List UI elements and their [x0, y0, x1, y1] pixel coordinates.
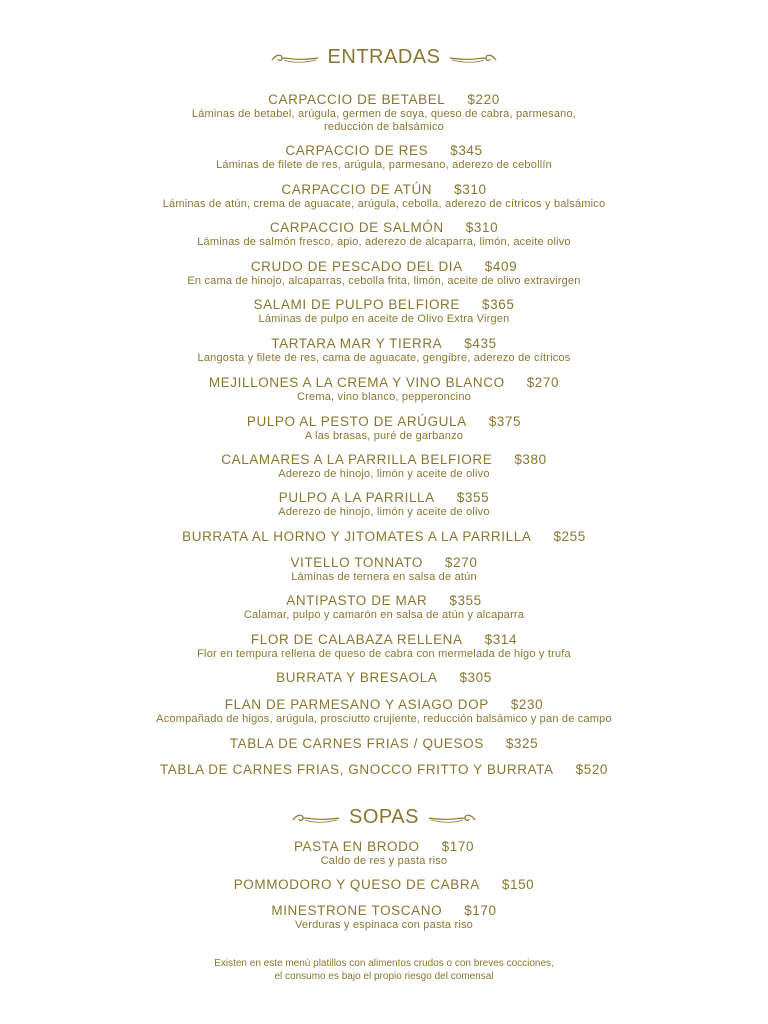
menu-item-description: A las brasas, puré de garbanzo — [304, 430, 464, 442]
menu-item-title-line — [0, 182, 768, 198]
menu-item-price: $305 — [459, 670, 492, 685]
menu-item-title-line — [0, 670, 768, 686]
footnote-line: Existen en este menú platillos con alimentos crudos o con breves cocciones, — [214, 958, 554, 969]
menu-item-price: $375 — [488, 414, 522, 429]
menu-item-title-line — [0, 297, 768, 313]
menu-item-title-line — [0, 452, 768, 468]
menu-item — [0, 670, 768, 686]
menu-item — [0, 736, 768, 752]
flourish-left-icon — [270, 51, 320, 65]
menu-item-price: $520 — [575, 762, 609, 777]
menu-item-description: Verduras y espinaca con pasta riso — [294, 919, 473, 931]
menu-item-price: $170 — [441, 839, 475, 854]
menu-item — [0, 632, 768, 661]
menu-item — [0, 375, 768, 404]
menu-item-name: TABLA DE CARNES FRIAS / QUESOS — [229, 736, 484, 751]
menu-item-description: Láminas de filete de res, arúgula, parmesano, aderezo de cebollín — [216, 159, 552, 171]
menu-item-title-line — [0, 736, 768, 752]
section-title: SOPAS — [349, 806, 419, 828]
menu-item-price: $270 — [526, 375, 560, 390]
menu-item-name: CALAMARES A LA PARRILLA BELFIORE — [221, 452, 493, 467]
menu-item-description: Caldo de res y pasta riso — [320, 855, 448, 867]
menu-item — [0, 529, 768, 545]
section-header-entradas — [0, 46, 768, 69]
menu-item-name: VITELLO TONNATO — [290, 555, 424, 570]
menu-item-description: Láminas de pulpo en aceite de Olivo Extra Virgen — [258, 313, 510, 325]
menu-item-title-line — [0, 375, 768, 391]
menu-item-description: En cama de hinojo, alcaparras, cebolla frita, limón, aceite de olivo extravirgen — [187, 275, 581, 287]
menu-item-title-line — [0, 529, 768, 545]
menu-item-name: POMMODORO Y QUESO DE CABRA — [233, 877, 480, 892]
menu-item-price: $310 — [454, 182, 487, 197]
menu-item-description: Crema, vino blanco, pepperoncino — [297, 391, 471, 403]
menu-item-title-line — [0, 877, 768, 893]
menu-item — [0, 452, 768, 481]
menu-item-description: Calamar, pulpo y camarón en salsa de atún y alcaparra — [243, 609, 525, 621]
menu-item-title-line — [0, 697, 768, 713]
menu-item-description: Láminas de salmón fresco, apio, aderezo de alcaparra, limón, aceite olivo — [197, 236, 571, 248]
footnote-line: el consumo es bajo el propio riesgo del comensal — [274, 971, 494, 982]
menu-item-name: CARPACCIO DE BETABEL — [268, 92, 446, 107]
menu-item-description: reducción de balsámico — [324, 121, 444, 133]
menu-item-title-line — [0, 92, 768, 108]
menu-item-name: PASTA EN BRODO — [293, 839, 420, 854]
menu-item-name: CARPACCIO DE RES — [285, 143, 429, 158]
menu-item-title-line — [0, 143, 768, 159]
menu-item — [0, 555, 768, 584]
menu-item — [0, 92, 768, 134]
menu-item-name: CARPACCIO DE SALMÓN — [269, 220, 444, 235]
section-header-sopas — [0, 806, 768, 829]
menu-item-title-line — [0, 762, 768, 778]
menu-item-title-line — [0, 555, 768, 571]
menu-item-description: Flor en tempura rellena de queso de cabra con mermelada de higo y trufa — [197, 648, 571, 660]
menu-item-price: $255 — [553, 529, 586, 544]
menu-item-name: TARTARA MAR Y TIERRA — [271, 336, 443, 351]
menu-item — [0, 697, 768, 726]
menu-item — [0, 839, 768, 868]
menu-item-price: $270 — [445, 555, 478, 570]
menu-item — [0, 490, 768, 519]
menu-item-title-line — [0, 259, 768, 275]
menu-item-description: Langosta y filete de res, cama de aguacate, gengibre, aderezo de cítricos — [197, 352, 571, 364]
menu-item-title-line — [0, 490, 768, 506]
menu-item-name: MEJILLONES A LA CREMA Y VINO BLANCO — [208, 375, 505, 390]
menu-item-description: Aderezo de hinojo, limón y aceite de olivo — [278, 506, 490, 518]
menu-item-name: ANTIPASTO DE MAR — [286, 593, 428, 608]
menu-item-price: $314 — [484, 632, 518, 647]
menu-item-title-line — [0, 593, 768, 609]
menu-item-price: $355 — [449, 593, 482, 608]
menu-item — [0, 259, 768, 288]
menu-item-description: Láminas de ternera en salsa de atún — [291, 571, 477, 583]
menu-item — [0, 182, 768, 211]
menu-item-title-line — [0, 903, 768, 919]
menu-item — [0, 297, 768, 326]
menu-item-title-line — [0, 336, 768, 352]
menu-item-name: SALAMI DE PULPO BELFIORE — [253, 297, 461, 312]
menu-item — [0, 220, 768, 249]
menu-item — [0, 593, 768, 622]
menu-item-description: Láminas de atún, crema de aguacate, arúgula, cebolla, aderezo de cítricos y balsámico — [162, 198, 606, 210]
menu-item — [0, 336, 768, 365]
menu-item-price: $150 — [501, 877, 535, 892]
menu-item-price: $380 — [514, 452, 547, 467]
flourish-right-icon — [427, 811, 477, 825]
menu-item-price: $230 — [510, 697, 544, 712]
menu-item-name: FLAN DE PARMESANO Y ASIAGO DOP — [224, 697, 489, 712]
menu-item — [0, 762, 768, 778]
menu-item-price: $220 — [467, 92, 500, 107]
menu-item-name: TABLA DE CARNES FRIAS, GNOCCO FRITTO Y BURRATA — [159, 762, 554, 777]
menu-item — [0, 143, 768, 172]
section-title: ENTRADAS — [327, 46, 441, 68]
menu-item-name: PULPO AL PESTO DE ARÚGULA — [246, 414, 467, 429]
menu-item — [0, 414, 768, 443]
menu-item-name: MINESTRONE TOSCANO — [271, 903, 443, 918]
flourish-left-icon — [291, 811, 341, 825]
menu-item-price: $325 — [505, 736, 539, 751]
menu-item-price: $355 — [456, 490, 490, 505]
menu-item-name: BURRATA Y BRESAOLA — [276, 670, 438, 685]
menu-item-description: Láminas de betabel, arúgula, germen de soya, queso de cabra, parmesano, — [191, 108, 577, 120]
menu-item-name: BURRATA AL HORNO Y JITOMATES A LA PARRILLA — [182, 529, 532, 544]
menu-item-title-line — [0, 839, 768, 855]
menu-item-price: $310 — [465, 220, 499, 235]
menu-item-description: Aderezo de hinojo, limón y aceite de olivo — [278, 468, 490, 480]
menu-item-name: CARPACCIO DE ATÚN — [281, 182, 433, 197]
menu-item-name: CRUDO DE PESCADO DEL DIA — [250, 259, 463, 274]
menu-item-name: FLOR DE CALABAZA RELLENA — [250, 632, 463, 647]
disclaimer-footnote — [0, 957, 768, 983]
menu-item-title-line — [0, 220, 768, 236]
menu-item-price: $365 — [482, 297, 515, 312]
menu-item-title-line — [0, 632, 768, 648]
menu-item-price: $170 — [464, 903, 497, 918]
menu-item-title-line — [0, 414, 768, 430]
flourish-right-icon — [448, 51, 498, 65]
menu-item-price: $435 — [464, 336, 497, 351]
menu-item-price: $345 — [450, 143, 483, 158]
menu-item-price: $409 — [484, 259, 518, 274]
menu-item — [0, 877, 768, 893]
menu-item-description: Acompañado de higos, arúgula, prosciutto crujiente, reducción balsámico y pan de campo — [156, 713, 612, 725]
menu-item-name: PULPO A LA PARRILLA — [278, 490, 435, 505]
menu-item — [0, 903, 768, 932]
